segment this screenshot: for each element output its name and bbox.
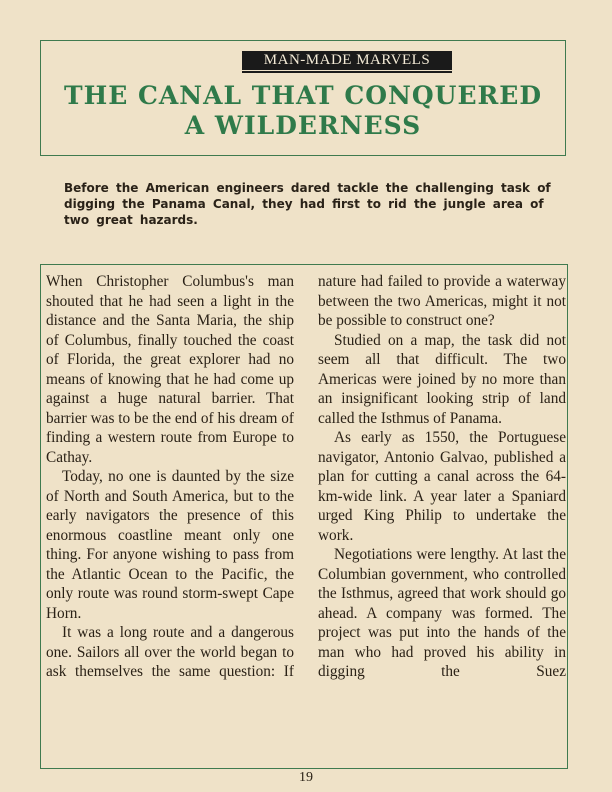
intro-paragraph: Before the American engineers dared tackle the challenging task of digging the Panama Canal, they had first to rid the jungle area of two great hazards. [64,181,551,227]
body-paragraph: Negotiations were lengthy. At last the Columbian government, who controlled the Isthmus, agreed that work should go ahead. A company was formed. The project was put into the hands of the man who had proved his ability in digging the Suez [318,546,566,680]
headline-line-1: THE CANAL THAT CONQUERED [63,81,543,110]
title-box [40,40,566,156]
body-paragraph: Today, no one is daunted by the size of North and South America, but to the early navigators the presence of this enormous coastline meant only one thing. For anyone wishing to pass from the Atlantic Ocean to the Pacific, the only route was round storm-swept Cape Horn. [46,468,294,622]
series-tag-rule [242,71,452,73]
body-paragraph: As early as 1550, the Portuguese navigator, Antonio Galvao, published a plan for cutting a canal across the 64-km-wide link. A year later a Spaniard urged King Philip to undertake the work. [318,429,566,544]
body-paragraph: When Christopher Columbus's man shouted that he had seen a light in the distance and the Santa Maria, the ship of Columbus, finally touched the coast of Florida, the great explorer had no means of knowing that he had come up against a huge natural barrier. That barrier was to be the end of his dream of finding a western route from Europe to Cathay. [46,273,294,466]
body-paragraph: Studied on a map, the task did not seem all that difficult. The two Americas were joined by no more than an insignificant looking strip of land called the Isthmus of Panama. [318,331,566,427]
body-paragraph: nature had failed to provide a waterway between the two Americas, might it not be possible to construct one? [318,273,566,329]
series-tag: MAN-MADE MARVELS [242,51,452,70]
body-paragraph: It was a long route and a dangerous one. Sailors all over the world began to ask themselves the same question: If [46,624,294,680]
column-left [46,272,294,682]
page-number: 19 [299,770,313,785]
column-right [318,272,566,682]
article-headline [41,81,565,141]
headline-line-2: A WILDERNESS [184,111,422,140]
